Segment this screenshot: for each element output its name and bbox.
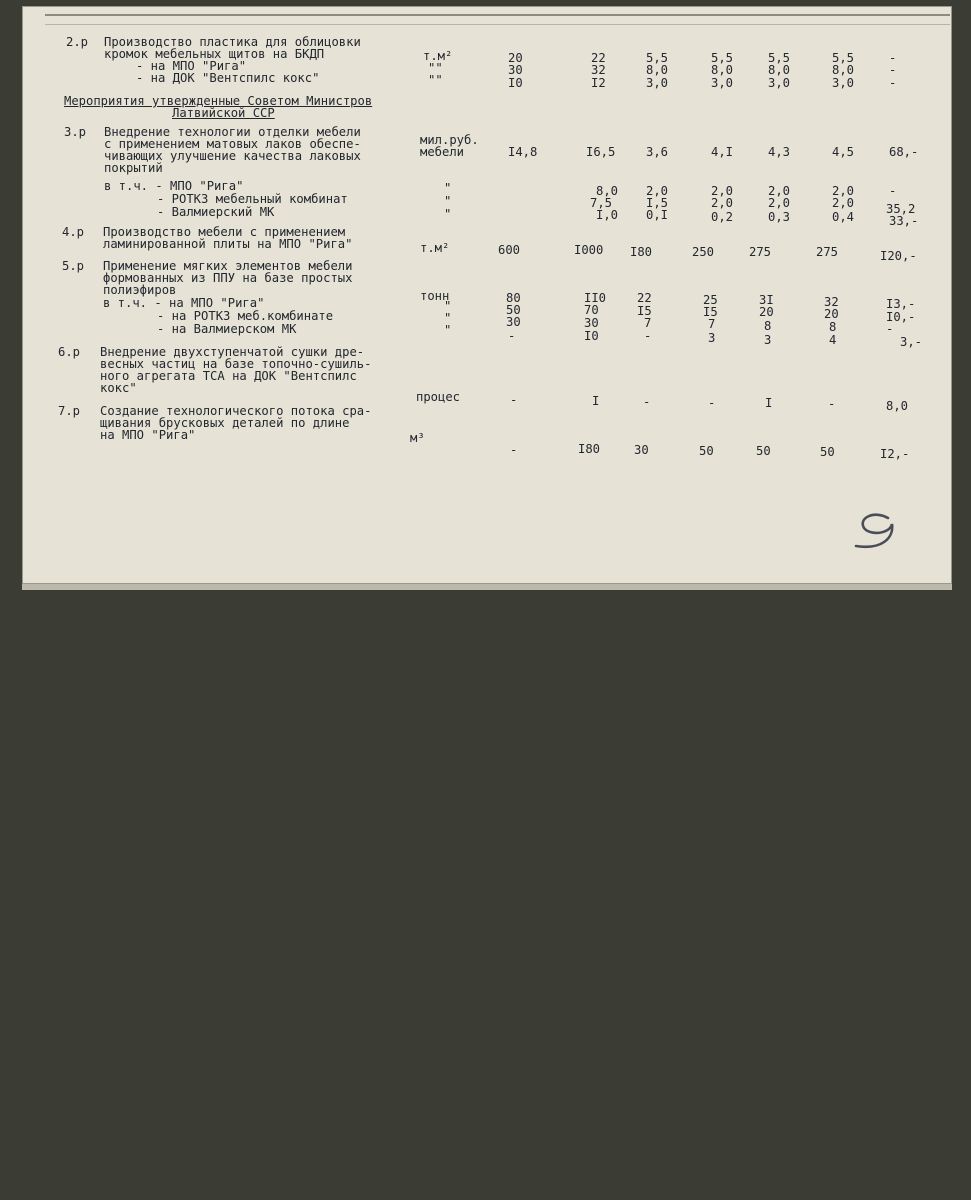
cell: 2,0 [768, 196, 791, 210]
cell: 275 [816, 245, 839, 259]
cell: - [889, 184, 897, 198]
sub-label: - РОТКЗ мебельный комбинат [157, 192, 348, 206]
cell: 20 [759, 305, 774, 319]
section-heading: Латвийской ССР [172, 106, 275, 120]
cell: 0,I [646, 208, 669, 222]
row-text: чивающих улучшение качества лаковых [104, 149, 361, 163]
cell: 3,0 [646, 76, 669, 90]
cell: - [643, 395, 651, 409]
row-text: Внедрение технологии отделки мебели [104, 125, 361, 139]
cell: 2,0 [768, 184, 791, 198]
cell: I,0 [596, 208, 619, 222]
row-number: 5.р [62, 259, 85, 273]
cell: 8,0 [832, 63, 855, 77]
cell: II0 [584, 291, 607, 305]
cell: 30 [508, 63, 523, 77]
row-text: формованных из ППУ на базе простых [103, 271, 353, 285]
cell: 8,0 [711, 63, 734, 77]
cell: 0,4 [832, 210, 855, 224]
cell: 4,5 [832, 145, 855, 159]
section-heading: Мероприятия утвержденные Советом Министров [64, 94, 373, 108]
cell: I20,- [880, 249, 917, 263]
row-text: Производство пластика для облицовки [104, 35, 361, 49]
cell: I4,8 [508, 145, 538, 159]
cell: 5,5 [711, 51, 734, 65]
row-text: покрытий [104, 161, 163, 175]
cell: 3 [764, 333, 772, 347]
cell: 2,0 [646, 184, 669, 198]
cell: I5 [703, 305, 718, 319]
cell: I,5 [646, 196, 669, 210]
cell: 3,6 [646, 145, 669, 159]
cell: 50 [506, 303, 521, 317]
cell: - [644, 329, 652, 343]
cell: 3,0 [832, 76, 855, 90]
row-text: Применение мягких элементов мебели [103, 259, 353, 273]
row-number: 7.р [58, 404, 81, 418]
cell: 3 [708, 331, 716, 345]
cell: 33,- [889, 214, 919, 228]
cell: 0,2 [711, 210, 734, 224]
unit: " [444, 311, 452, 325]
sub-label: - на ДОК "Вентспилс кокс" [136, 71, 320, 85]
unit: т.м² [420, 241, 450, 255]
row-text: ного агрегата ТСА на ДОК "Вентспилс [100, 369, 357, 383]
cell: 50 [699, 444, 714, 458]
cell: I000 [574, 243, 604, 257]
cell: 5,5 [646, 51, 669, 65]
cell: 32 [824, 295, 839, 309]
cell: 7 [644, 316, 652, 330]
cell: 50 [820, 445, 835, 459]
row-text: весных частиц на базе топочно-сушиль- [100, 357, 372, 371]
sub-label: в т.ч. - на МПО "Рига" [103, 296, 265, 310]
sub-label: - на РОТКЗ меб.комбинате [157, 309, 334, 323]
cell: I0,- [886, 310, 916, 324]
row-number: 6.р [58, 345, 81, 359]
cell: - [889, 76, 897, 90]
cell: 22 [591, 51, 606, 65]
cell: I0 [584, 329, 599, 343]
row-text: Создание технологического потока сра- [100, 404, 372, 418]
cell: 5,5 [832, 51, 855, 65]
unit: " [444, 299, 452, 313]
row-number: 2.р [66, 35, 89, 49]
cell: 20 [508, 51, 523, 65]
cell: 4,3 [768, 145, 791, 159]
sub-label: - на Валмиерском МК [157, 322, 297, 336]
row-text: полиэфиров [103, 283, 177, 297]
cell: 5,5 [768, 51, 791, 65]
cell: - [508, 329, 516, 343]
cell: 35,2 [886, 202, 916, 216]
cell: 8,0 [886, 399, 909, 413]
cell: I80 [630, 245, 653, 259]
cell: 2,0 [832, 184, 855, 198]
cell: 22 [637, 291, 652, 305]
cell: 4,I [711, 145, 734, 159]
cell: 600 [498, 243, 521, 257]
cell: I0 [508, 76, 523, 90]
cell: 8,0 [646, 63, 669, 77]
cell: I2 [591, 76, 606, 90]
cell: 2,0 [711, 184, 734, 198]
unit: мил.руб. мебели [420, 133, 479, 159]
cell: I [592, 394, 600, 408]
unit: тонн [420, 289, 450, 303]
row-number: 4.р [62, 225, 85, 239]
cell: - [828, 397, 836, 411]
cell: 3,0 [768, 76, 791, 90]
cell: 8,0 [768, 63, 791, 77]
cell: - [889, 63, 897, 77]
cell: 20 [824, 307, 839, 321]
row-text: Производство мебели с применением [103, 225, 346, 239]
sub-label: в т.ч. - МПО "Рига" [104, 179, 244, 193]
cell: 3I [759, 293, 774, 307]
cell: 30 [584, 316, 599, 330]
row-text: кромок мебельных щитов на БКДП [104, 47, 325, 61]
cell: 250 [692, 245, 715, 259]
unit: " [444, 181, 452, 195]
unit: т.м² [423, 49, 453, 63]
unit: м³ [410, 431, 425, 445]
cell: 2,0 [832, 196, 855, 210]
unit: " [444, 207, 452, 221]
cell: - [886, 322, 894, 336]
cell: I2,- [880, 447, 910, 461]
cell: I5 [637, 304, 652, 318]
cell: - [510, 443, 518, 457]
cell: 275 [749, 245, 772, 259]
unit: " [444, 323, 452, 337]
unit: " [444, 194, 452, 208]
unit: "" [428, 61, 443, 75]
cell: 8 [829, 320, 837, 334]
cell: 30 [634, 443, 649, 457]
row-number: 3.р [64, 125, 87, 139]
cell: 30 [506, 315, 521, 329]
cell: 50 [756, 444, 771, 458]
cell: - [889, 51, 897, 65]
cell: - [510, 393, 518, 407]
cell: I3,- [886, 297, 916, 311]
cell: 8 [764, 319, 772, 333]
cell: I80 [578, 442, 601, 456]
handwritten-page-number [848, 506, 908, 556]
cell: 3,0 [711, 76, 734, 90]
cell: I [765, 396, 773, 410]
cell: 32 [591, 63, 606, 77]
unit: "" [428, 73, 443, 87]
row-text: на МПО "Рига" [100, 428, 196, 442]
cell: 3,- [900, 335, 923, 349]
cell: 7 [708, 317, 716, 331]
sub-label: - Валмиерский МК [157, 205, 275, 219]
cell: 25 [703, 293, 718, 307]
cell: 0,3 [768, 210, 791, 224]
cell: 8,0 [596, 184, 619, 198]
cell: 68,- [889, 145, 919, 159]
cell: 80 [506, 291, 521, 305]
cell: 70 [584, 303, 599, 317]
row-text: с применением матовых лаков обеспе- [104, 137, 361, 151]
sub-label: - на МПО "Рига" [136, 59, 247, 73]
cell: 7,5 [590, 196, 613, 210]
cell: 4 [829, 333, 837, 347]
unit: процес [416, 390, 461, 404]
cell: I6,5 [586, 145, 616, 159]
row-text: кокс" [100, 381, 137, 395]
cell: - [708, 396, 716, 410]
row-text: щивания брусковых деталей по длине [100, 416, 350, 430]
row-text: Внедрение двухступенчатой сушки дре- [100, 345, 365, 359]
row-text: ламинированной плиты на МПО "Рига" [103, 237, 353, 251]
cell: 2,0 [711, 196, 734, 210]
